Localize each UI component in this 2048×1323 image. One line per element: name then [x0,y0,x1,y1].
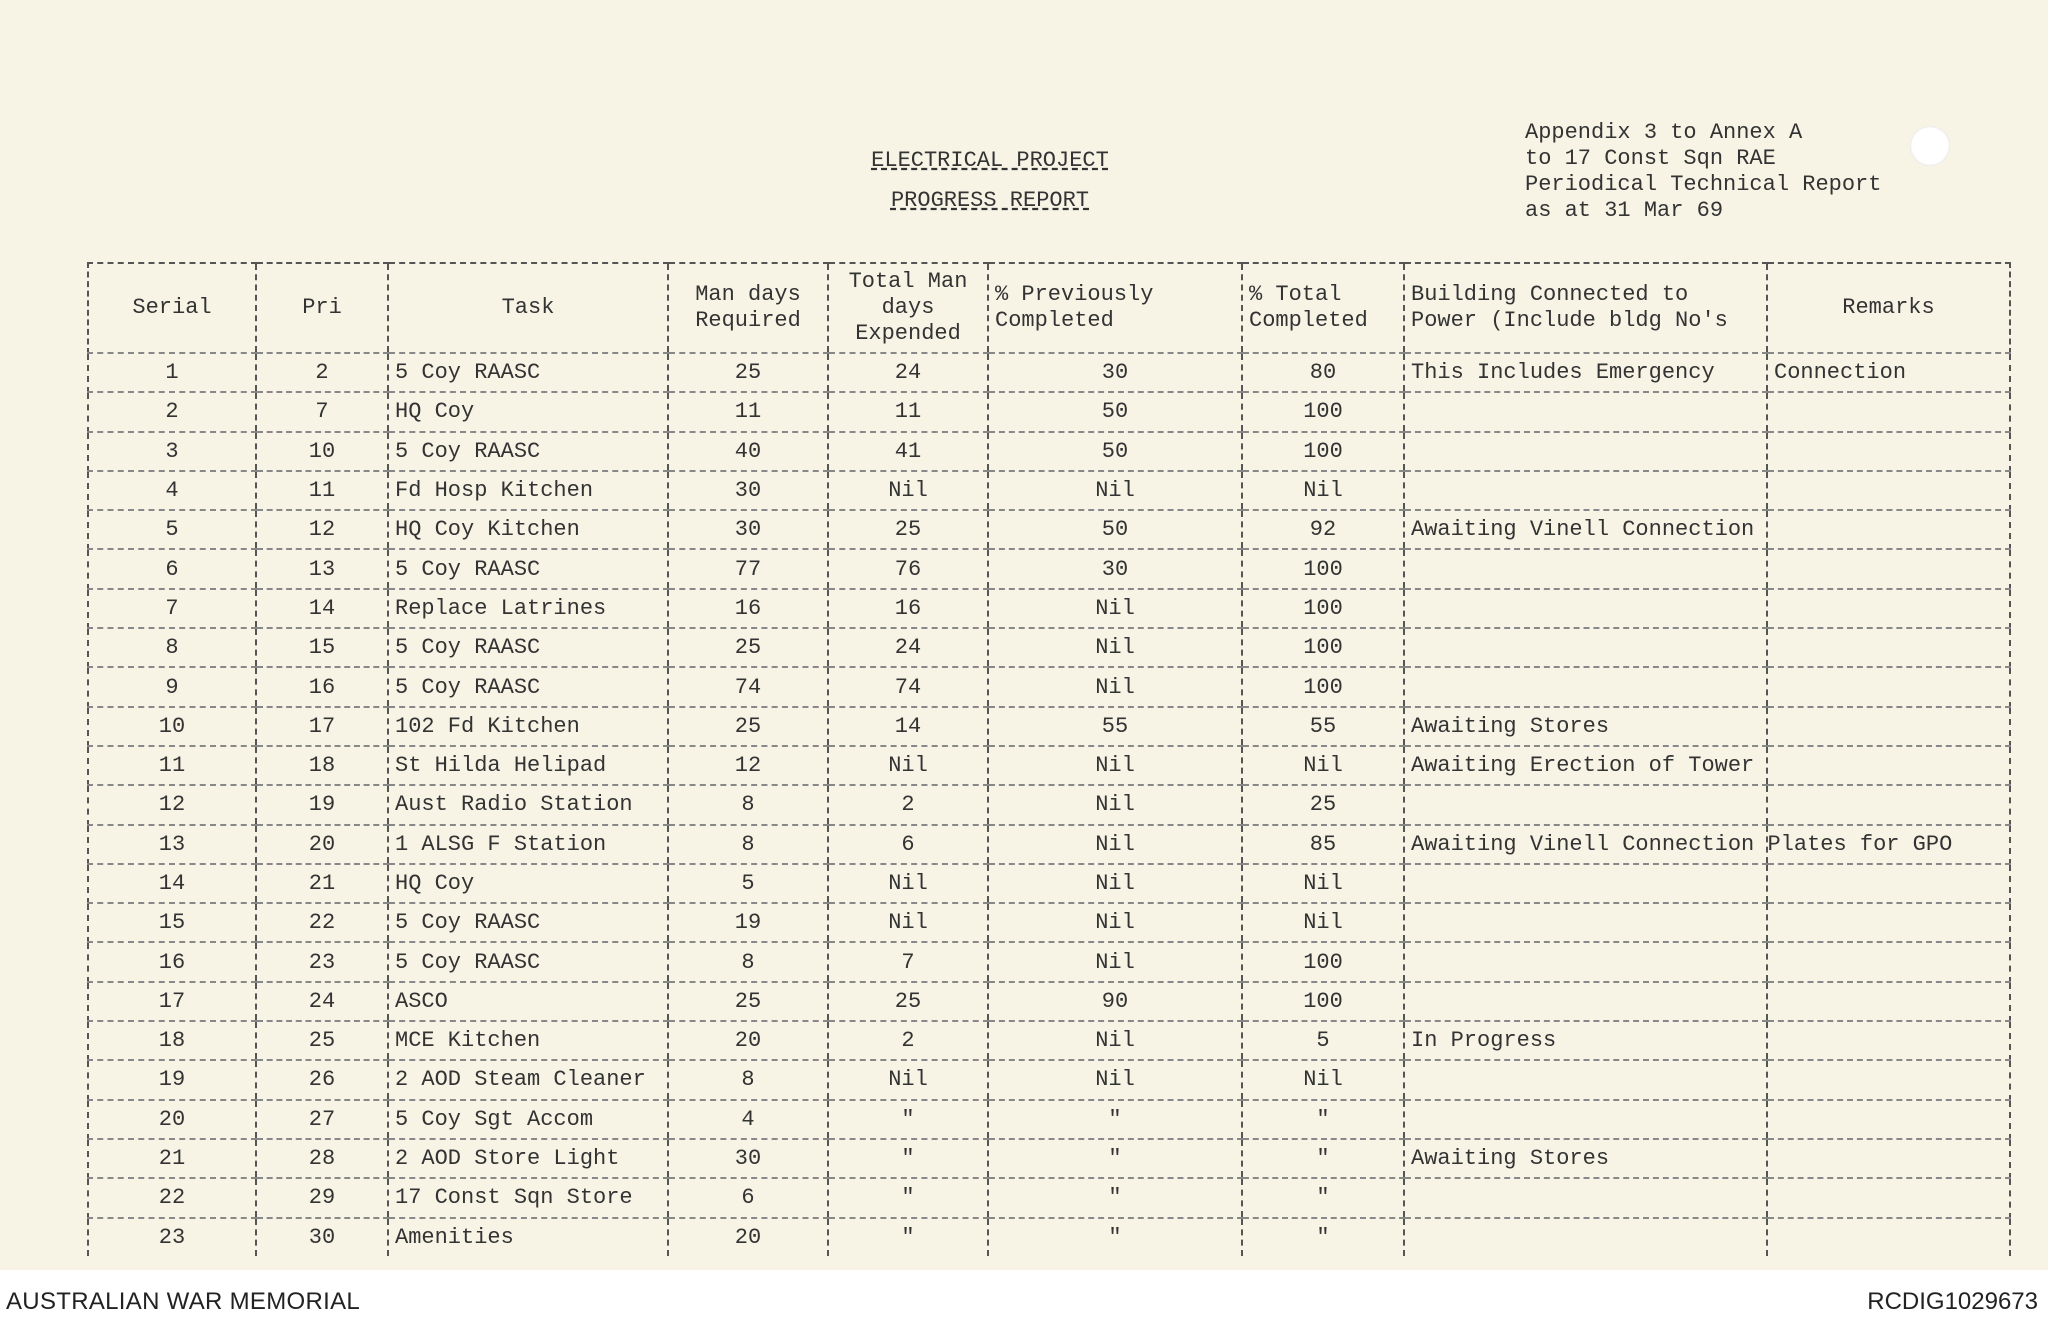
cell-man-days-expended: 25 [828,982,988,1021]
cell-man-days-expended: 24 [828,353,988,392]
cell-man-days-expended: 11 [828,392,988,431]
cell-remarks [1767,1021,2010,1060]
cell-building-connected [1404,1060,1767,1099]
cell-serial: 22 [88,1178,256,1217]
cell-task: 1 ALSG F Station [388,825,668,864]
cell-previously-completed: " [988,1100,1242,1139]
cell-remarks [1767,982,2010,1021]
cell-remarks [1767,510,2010,549]
cell-task: 5 Coy RAASC [388,628,668,667]
cell-task: Amenities [388,1218,668,1256]
appendix-line: Periodical Technical Report [1525,172,1882,197]
cell-man-days-required: 11 [668,392,828,431]
cell-total-completed: " [1242,1178,1404,1217]
cell-serial: 12 [88,785,256,824]
progress-table [87,262,2011,1256]
footer-institution: AUSTRALIAN WAR MEMORIAL [6,1288,361,1315]
cell-previously-completed: " [988,1178,1242,1217]
cell-man-days-expended: Nil [828,864,988,903]
cell-man-days-required: 8 [668,785,828,824]
cell-building-connected [1404,785,1767,824]
cell-man-days-expended: Nil [828,1060,988,1099]
cell-previously-completed: 30 [988,549,1242,588]
cell-task: 2 AOD Store Light [388,1139,668,1178]
cell-man-days-required: 25 [668,628,828,667]
cell-total-completed: Nil [1242,864,1404,903]
table-row [88,549,2010,588]
cell-total-completed: 92 [1242,510,1404,549]
cell-man-days-required: 25 [668,353,828,392]
cell-man-days-required: 20 [668,1218,828,1256]
table-row [88,864,2010,903]
cell-previously-completed: 90 [988,982,1242,1021]
cell-serial: 14 [88,864,256,903]
cell-task: 2 AOD Steam Cleaner [388,1060,668,1099]
cell-task: St Hilda Helipad [388,746,668,785]
cell-previously-completed: Nil [988,746,1242,785]
cell-building-connected [1404,432,1767,471]
cell-man-days-required: 8 [668,825,828,864]
cell-man-days-expended: Nil [828,903,988,942]
cell-remarks [1767,1060,2010,1099]
cell-serial: 3 [88,432,256,471]
cell-building-connected [1404,589,1767,628]
cell-remarks [1767,1178,2010,1217]
cell-pri: 20 [256,825,388,864]
table-row [88,982,2010,1021]
col-header-man-days-required: Man days Required [668,263,828,353]
table-row [88,1060,2010,1099]
cell-remarks [1767,1218,2010,1256]
cell-pri: 17 [256,707,388,746]
cell-building-connected [1404,942,1767,981]
cell-total-completed: 25 [1242,785,1404,824]
table-row [88,589,2010,628]
cell-total-completed: 55 [1242,707,1404,746]
cell-building-connected [1404,864,1767,903]
table-row [88,942,2010,981]
cell-total-completed: " [1242,1100,1404,1139]
cell-serial: 16 [88,942,256,981]
cell-man-days-expended: 24 [828,628,988,667]
cell-total-completed: 100 [1242,982,1404,1021]
cell-remarks [1767,942,2010,981]
col-header-pri: Pri [256,263,388,353]
cell-serial: 17 [88,982,256,1021]
cell-task: 102 Fd Kitchen [388,707,668,746]
cell-remarks [1767,903,2010,942]
cell-serial: 7 [88,589,256,628]
cell-previously-completed: 30 [988,353,1242,392]
cell-building-connected [1404,1178,1767,1217]
cell-task: 5 Coy RAASC [388,667,668,706]
appendix-line: Appendix 3 to Annex A [1525,120,1803,145]
col-header-building-connected: Building Connected to Power (Include bldg No's [1404,263,1767,353]
table-row [88,667,2010,706]
cell-man-days-expended: 2 [828,1021,988,1060]
cell-previously-completed: 50 [988,392,1242,431]
cell-pri: 25 [256,1021,388,1060]
table-row [88,392,2010,431]
table-row [88,510,2010,549]
cell-task: MCE Kitchen [388,1021,668,1060]
cell-total-completed: 100 [1242,628,1404,667]
cell-pri: 7 [256,392,388,431]
cell-man-days-required: 6 [668,1178,828,1217]
cell-total-completed: 100 [1242,942,1404,981]
table-row [88,1021,2010,1060]
cell-serial: 9 [88,667,256,706]
col-header-total-completed: % Total Completed [1242,263,1404,353]
cell-man-days-required: 16 [668,589,828,628]
cell-pri: 22 [256,903,388,942]
cell-remarks [1767,471,2010,510]
cell-total-completed: " [1242,1218,1404,1256]
table-row [88,432,2010,471]
cell-previously-completed: Nil [988,825,1242,864]
cell-task: 5 Coy RAASC [388,353,668,392]
cell-previously-completed: Nil [988,864,1242,903]
cell-pri: 18 [256,746,388,785]
cell-man-days-required: 30 [668,510,828,549]
cell-man-days-expended: 41 [828,432,988,471]
cell-pri: 14 [256,589,388,628]
cell-man-days-expended: 14 [828,707,988,746]
cell-man-days-required: 12 [668,746,828,785]
cell-remarks [1767,1100,2010,1139]
table-row [88,628,2010,667]
cell-building-connected: Awaiting Stores [1404,1139,1767,1178]
appendix-reference [1525,120,1881,224]
cell-man-days-required: 25 [668,982,828,1021]
cell-building-connected: In Progress [1404,1021,1767,1060]
cell-previously-completed: " [988,1218,1242,1256]
cell-previously-completed: Nil [988,942,1242,981]
cell-total-completed: 100 [1242,432,1404,471]
cell-serial: 2 [88,392,256,431]
cell-pri: 19 [256,785,388,824]
cell-pri: 10 [256,432,388,471]
cell-man-days-expended: Nil [828,746,988,785]
cell-total-completed: Nil [1242,746,1404,785]
cell-man-days-expended: 25 [828,510,988,549]
cell-total-completed: 80 [1242,353,1404,392]
cell-pri: 28 [256,1139,388,1178]
cell-task: 17 Const Sqn Store [388,1178,668,1217]
cell-man-days-required: 8 [668,942,828,981]
cell-man-days-expended: 2 [828,785,988,824]
cell-pri: 12 [256,510,388,549]
cell-pri: 30 [256,1218,388,1256]
document-subtitle: PROGRESS REPORT [890,188,1090,213]
cell-previously-completed: Nil [988,471,1242,510]
cell-serial: 15 [88,903,256,942]
cell-pri: 2 [256,353,388,392]
table-row [88,1218,2010,1256]
col-header-serial: Serial [88,263,256,353]
cell-pri: 13 [256,549,388,588]
cell-previously-completed: 55 [988,707,1242,746]
cell-total-completed: 100 [1242,549,1404,588]
cell-serial: 10 [88,707,256,746]
table-body [88,353,2010,1256]
cell-building-connected: Awaiting Vinell Connection Plates for GPO [1404,825,1767,864]
cell-remarks [1767,392,2010,431]
cell-man-days-required: 77 [668,549,828,588]
cell-man-days-required: 30 [668,471,828,510]
cell-building-connected: This Includes Emergency [1404,353,1767,392]
table-row [88,1139,2010,1178]
col-header-remarks: Remarks [1767,263,2010,353]
cell-man-days-required: 25 [668,707,828,746]
cell-remarks [1767,432,2010,471]
cell-pri: 24 [256,982,388,1021]
cell-serial: 6 [88,549,256,588]
cell-previously-completed: Nil [988,903,1242,942]
cell-task: Fd Hosp Kitchen [388,471,668,510]
cell-remarks: Connection [1767,353,2010,392]
cell-man-days-expended: 7 [828,942,988,981]
table-row [88,1100,2010,1139]
cell-serial: 11 [88,746,256,785]
table-header-row [88,263,2010,353]
cell-building-connected [1404,471,1767,510]
table-row [88,785,2010,824]
cell-task: ASCO [388,982,668,1021]
cell-building-connected [1404,982,1767,1021]
cell-total-completed: Nil [1242,1060,1404,1099]
cell-total-completed: 100 [1242,392,1404,431]
cell-task: 5 Coy RAASC [388,432,668,471]
footer-bar [0,1270,2048,1323]
appendix-line: to 17 Const Sqn RAE [1525,146,1776,171]
table-row [88,353,2010,392]
cell-remarks [1767,864,2010,903]
cell-man-days-required: 8 [668,1060,828,1099]
cell-pri: 26 [256,1060,388,1099]
cell-previously-completed: Nil [988,1060,1242,1099]
cell-man-days-required: 4 [668,1100,828,1139]
cell-building-connected [1404,549,1767,588]
cell-man-days-required: 30 [668,1139,828,1178]
col-header-man-days-expended: Total Man days Expended [828,263,988,353]
table-row [88,707,2010,746]
cell-man-days-expended: " [828,1139,988,1178]
cell-total-completed: Nil [1242,471,1404,510]
cell-man-days-expended: 6 [828,825,988,864]
table-row [88,746,2010,785]
cell-previously-completed: 50 [988,510,1242,549]
cell-man-days-expended: " [828,1218,988,1256]
cell-man-days-required: 20 [668,1021,828,1060]
cell-remarks [1767,1139,2010,1178]
cell-building-connected: Awaiting Vinell Connection [1404,510,1767,549]
cell-total-completed: 100 [1242,589,1404,628]
cell-task: Aust Radio Station [388,785,668,824]
cell-previously-completed: Nil [988,589,1242,628]
cell-building-connected: Awaiting Stores [1404,707,1767,746]
cell-previously-completed: " [988,1139,1242,1178]
cell-man-days-required: 74 [668,667,828,706]
cell-man-days-required: 19 [668,903,828,942]
cell-task: Replace Latrines [388,589,668,628]
cell-total-completed: Nil [1242,903,1404,942]
table-row [88,1178,2010,1217]
cell-man-days-expended: Nil [828,471,988,510]
cell-previously-completed: Nil [988,628,1242,667]
cell-serial: 5 [88,510,256,549]
cell-building-connected [1404,667,1767,706]
cell-total-completed: 85 [1242,825,1404,864]
cell-man-days-expended: " [828,1178,988,1217]
cell-total-completed: 5 [1242,1021,1404,1060]
cell-total-completed: 100 [1242,667,1404,706]
cell-serial: 23 [88,1218,256,1256]
cell-serial: 8 [88,628,256,667]
cell-pri: 16 [256,667,388,706]
cell-pri: 21 [256,864,388,903]
cell-previously-completed: 50 [988,432,1242,471]
document-title: ELECTRICAL PROJECT [871,148,1109,173]
col-header-task: Task [388,263,668,353]
cell-task: 5 Coy RAASC [388,549,668,588]
cell-building-connected: Awaiting Erection of Tower [1404,746,1767,785]
cell-man-days-required: 40 [668,432,828,471]
cell-task: 5 Coy RAASC [388,903,668,942]
cell-pri: 15 [256,628,388,667]
cell-man-days-expended: 74 [828,667,988,706]
cell-total-completed: " [1242,1139,1404,1178]
table-row [88,825,2010,864]
punch-hole [1910,126,1950,166]
cell-previously-completed: Nil [988,667,1242,706]
cell-remarks [1767,667,2010,706]
footer-record-id: RCDIG1029673 [1867,1288,2038,1315]
table-row [88,471,2010,510]
appendix-line: as at 31 Mar 69 [1525,198,1724,223]
cell-previously-completed: Nil [988,785,1242,824]
cell-remarks [1767,746,2010,785]
cell-pri: 29 [256,1178,388,1217]
cell-building-connected [1404,628,1767,667]
cell-remarks [1767,707,2010,746]
cell-pri: 23 [256,942,388,981]
cell-remarks [1767,589,2010,628]
cell-task: 5 Coy RAASC [388,942,668,981]
cell-previously-completed: Nil [988,1021,1242,1060]
table-row [88,903,2010,942]
cell-task: HQ Coy [388,864,668,903]
cell-serial: 1 [88,353,256,392]
cell-man-days-required: 5 [668,864,828,903]
cell-serial: 21 [88,1139,256,1178]
cell-man-days-expended: " [828,1100,988,1139]
cell-task: HQ Coy [388,392,668,431]
cell-serial: 20 [88,1100,256,1139]
cell-serial: 13 [88,825,256,864]
cell-serial: 18 [88,1021,256,1060]
cell-man-days-expended: 16 [828,589,988,628]
cell-man-days-expended: 76 [828,549,988,588]
cell-building-connected [1404,1218,1767,1256]
cell-task: 5 Coy Sgt Accom [388,1100,668,1139]
cell-pri: 27 [256,1100,388,1139]
cell-building-connected [1404,392,1767,431]
cell-serial: 19 [88,1060,256,1099]
cell-remarks [1767,785,2010,824]
col-header-previously-completed: % Previously Completed [988,263,1242,353]
cell-task: HQ Coy Kitchen [388,510,668,549]
cell-serial: 4 [88,471,256,510]
cell-remarks [1767,628,2010,667]
cell-remarks [1767,549,2010,588]
cell-building-connected [1404,903,1767,942]
cell-pri: 11 [256,471,388,510]
cell-building-connected [1404,1100,1767,1139]
